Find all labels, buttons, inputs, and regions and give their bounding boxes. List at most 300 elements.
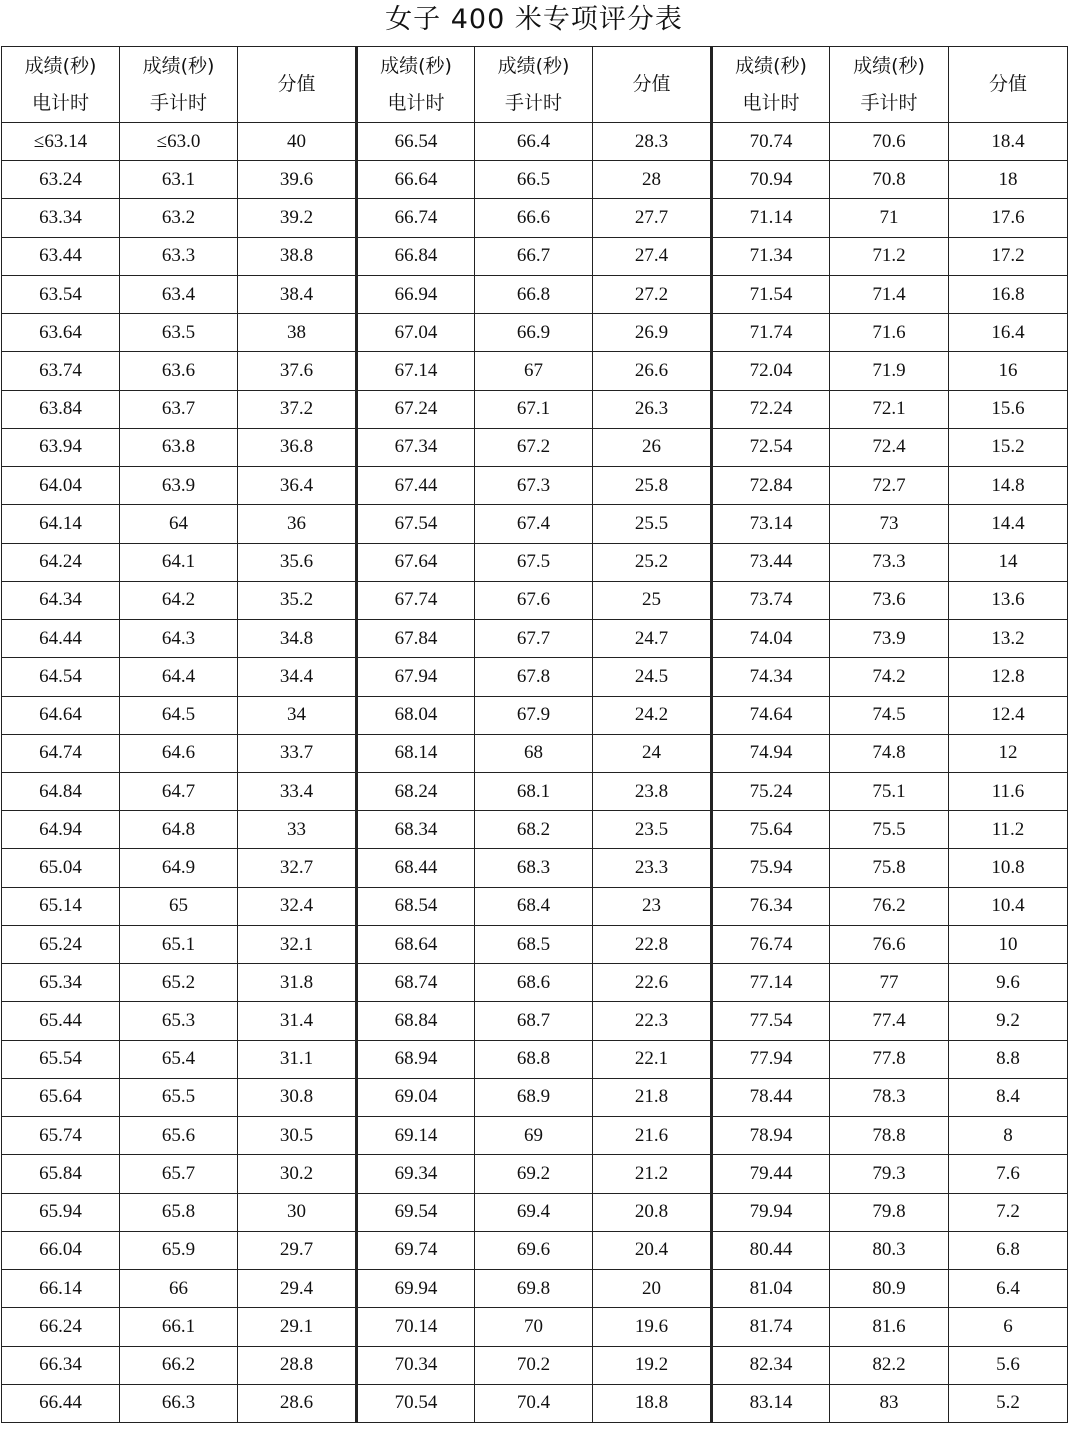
electronic-time-cell: 70.54 — [357, 1384, 475, 1422]
manual-time-cell: 67.1 — [475, 390, 593, 428]
electronic-time-cell: 64.34 — [2, 581, 120, 619]
manual-time-cell: 77.8 — [830, 1040, 949, 1078]
score-cell: 14 — [949, 543, 1068, 581]
electronic-time-cell: 71.34 — [712, 237, 830, 275]
electronic-time-cell: 78.94 — [712, 1117, 830, 1155]
manual-time-cell: 64.3 — [120, 620, 238, 658]
score-cell: 19.6 — [593, 1308, 712, 1346]
electronic-time-cell: 67.04 — [357, 314, 475, 352]
header-score: 分值 — [949, 47, 1068, 123]
score-cell: 21.8 — [593, 1078, 712, 1116]
score-cell: 28 — [593, 161, 712, 199]
electronic-time-cell: 71.54 — [712, 275, 830, 313]
manual-time-cell: 67.7 — [475, 620, 593, 658]
score-cell: 36 — [238, 505, 357, 543]
manual-time-cell: 71.4 — [830, 275, 949, 313]
electronic-time-cell: 76.34 — [712, 887, 830, 925]
score-cell: 11.2 — [949, 811, 1068, 849]
score-cell: 34.4 — [238, 658, 357, 696]
manual-time-cell: 68.1 — [475, 772, 593, 810]
electronic-time-cell: 64.04 — [2, 467, 120, 505]
manual-time-cell: 82.2 — [830, 1346, 949, 1384]
electronic-time-cell: 65.04 — [2, 849, 120, 887]
electronic-time-cell: 68.84 — [357, 1002, 475, 1040]
electronic-time-cell: 67.94 — [357, 658, 475, 696]
manual-time-cell: 67.2 — [475, 428, 593, 466]
score-cell: 35.6 — [238, 543, 357, 581]
table-row — [2, 696, 1068, 734]
score-cell: 10.8 — [949, 849, 1068, 887]
table-row — [2, 1155, 1068, 1193]
score-cell: 26.9 — [593, 314, 712, 352]
score-cell: 39.2 — [238, 199, 357, 237]
score-cell: 24.5 — [593, 658, 712, 696]
header-manual-time: 成绩(秒) 手计时 — [830, 47, 949, 123]
score-cell: 23.5 — [593, 811, 712, 849]
score-cell: 11.6 — [949, 772, 1068, 810]
table-row — [2, 543, 1068, 581]
score-table — [1, 46, 1068, 1423]
electronic-time-cell: 74.04 — [712, 620, 830, 658]
score-cell: 34 — [238, 696, 357, 734]
manual-time-cell: 78.3 — [830, 1078, 949, 1116]
electronic-time-cell: 64.14 — [2, 505, 120, 543]
electronic-time-cell: 66.84 — [357, 237, 475, 275]
header-row — [2, 47, 1068, 123]
score-cell: 6.4 — [949, 1270, 1068, 1308]
table-row — [2, 1078, 1068, 1116]
table-row — [2, 123, 1068, 161]
electronic-time-cell: 65.94 — [2, 1193, 120, 1231]
manual-time-cell: 69.6 — [475, 1231, 593, 1269]
manual-time-cell: 77 — [830, 964, 949, 1002]
electronic-time-cell: 63.54 — [2, 275, 120, 313]
manual-time-cell: 71.9 — [830, 352, 949, 390]
score-cell: 25.8 — [593, 467, 712, 505]
electronic-time-cell: 67.44 — [357, 467, 475, 505]
score-cell: 32.4 — [238, 887, 357, 925]
electronic-time-cell: 63.34 — [2, 199, 120, 237]
manual-time-cell: 68.2 — [475, 811, 593, 849]
manual-time-cell: 76.2 — [830, 887, 949, 925]
manual-time-cell: 67.5 — [475, 543, 593, 581]
electronic-time-cell: 81.04 — [712, 1270, 830, 1308]
manual-time-cell: 67.4 — [475, 505, 593, 543]
electronic-time-cell: 83.14 — [712, 1384, 830, 1422]
manual-time-cell: 66.1 — [120, 1308, 238, 1346]
score-cell: 26.6 — [593, 352, 712, 390]
score-cell: 13.2 — [949, 620, 1068, 658]
electronic-time-cell: 74.64 — [712, 696, 830, 734]
electronic-time-cell: 69.04 — [357, 1078, 475, 1116]
manual-time-cell: 64.1 — [120, 543, 238, 581]
score-cell: 29.4 — [238, 1270, 357, 1308]
manual-time-cell: 63.4 — [120, 275, 238, 313]
score-cell: 31.4 — [238, 1002, 357, 1040]
manual-time-cell: 65.3 — [120, 1002, 238, 1040]
score-cell: 36.4 — [238, 467, 357, 505]
electronic-time-cell: 72.84 — [712, 467, 830, 505]
score-cell: 30 — [238, 1193, 357, 1231]
electronic-time-cell: 65.54 — [2, 1040, 120, 1078]
electronic-time-cell: 68.24 — [357, 772, 475, 810]
manual-time-cell: 78.8 — [830, 1117, 949, 1155]
score-cell: 12.4 — [949, 696, 1068, 734]
score-cell: 36.8 — [238, 428, 357, 466]
manual-time-cell: 64.8 — [120, 811, 238, 849]
electronic-time-cell: 66.64 — [357, 161, 475, 199]
score-cell: 16.8 — [949, 275, 1068, 313]
manual-time-cell: 64.2 — [120, 581, 238, 619]
manual-time-cell: 83 — [830, 1384, 949, 1422]
manual-time-cell: 68.3 — [475, 849, 593, 887]
manual-time-cell: 74.5 — [830, 696, 949, 734]
manual-time-cell: 68.4 — [475, 887, 593, 925]
electronic-time-cell: 66.14 — [2, 1270, 120, 1308]
score-cell: 20.4 — [593, 1231, 712, 1269]
manual-time-cell: 65.9 — [120, 1231, 238, 1269]
electronic-time-cell: 67.14 — [357, 352, 475, 390]
table-row — [2, 314, 1068, 352]
table-row — [2, 1308, 1068, 1346]
score-cell: 20 — [593, 1270, 712, 1308]
score-cell: 23.3 — [593, 849, 712, 887]
manual-time-cell: 70.8 — [830, 161, 949, 199]
table-body — [2, 123, 1068, 1423]
electronic-time-cell: 63.84 — [2, 390, 120, 428]
electronic-time-cell: 64.44 — [2, 620, 120, 658]
electronic-time-cell: 79.94 — [712, 1193, 830, 1231]
score-cell: 15.2 — [949, 428, 1068, 466]
manual-time-cell: 65.1 — [120, 925, 238, 963]
manual-time-cell: 72.1 — [830, 390, 949, 428]
electronic-time-cell: 81.74 — [712, 1308, 830, 1346]
electronic-time-cell: 68.54 — [357, 887, 475, 925]
table-row — [2, 505, 1068, 543]
manual-time-cell: 69.2 — [475, 1155, 593, 1193]
score-cell: 28.6 — [238, 1384, 357, 1422]
manual-time-cell: 66.9 — [475, 314, 593, 352]
electronic-time-cell: 78.44 — [712, 1078, 830, 1116]
table-row — [2, 1270, 1068, 1308]
table-row — [2, 772, 1068, 810]
header-score: 分值 — [238, 47, 357, 123]
score-cell: 30.2 — [238, 1155, 357, 1193]
manual-time-cell: 68.7 — [475, 1002, 593, 1040]
score-cell: 22.6 — [593, 964, 712, 1002]
score-cell: 6 — [949, 1308, 1068, 1346]
score-cell: 23 — [593, 887, 712, 925]
electronic-time-cell: 69.54 — [357, 1193, 475, 1231]
score-cell: 27.7 — [593, 199, 712, 237]
electronic-time-cell: 82.34 — [712, 1346, 830, 1384]
electronic-time-cell: ≤63.14 — [2, 123, 120, 161]
electronic-time-cell: 71.14 — [712, 199, 830, 237]
table-row — [2, 1231, 1068, 1269]
score-cell: 33.4 — [238, 772, 357, 810]
electronic-time-cell: 75.24 — [712, 772, 830, 810]
manual-time-cell: 69.8 — [475, 1270, 593, 1308]
table-row — [2, 925, 1068, 963]
manual-time-cell: 63.9 — [120, 467, 238, 505]
electronic-time-cell: 69.14 — [357, 1117, 475, 1155]
electronic-time-cell: 79.44 — [712, 1155, 830, 1193]
table-row — [2, 887, 1068, 925]
electronic-time-cell: 64.54 — [2, 658, 120, 696]
manual-time-cell: 65.5 — [120, 1078, 238, 1116]
manual-time-cell: 75.1 — [830, 772, 949, 810]
manual-time-cell: 72.4 — [830, 428, 949, 466]
score-cell: 21.2 — [593, 1155, 712, 1193]
score-cell: 31.1 — [238, 1040, 357, 1078]
electronic-time-cell: 68.64 — [357, 925, 475, 963]
score-cell: 18.8 — [593, 1384, 712, 1422]
score-cell: 34.8 — [238, 620, 357, 658]
table-row — [2, 1002, 1068, 1040]
electronic-time-cell: 68.04 — [357, 696, 475, 734]
manual-time-cell: 74.8 — [830, 734, 949, 772]
manual-time-cell: 68.6 — [475, 964, 593, 1002]
header-electronic-time: 成绩(秒) 电计时 — [357, 47, 475, 123]
manual-time-cell: 69 — [475, 1117, 593, 1155]
electronic-time-cell: 66.94 — [357, 275, 475, 313]
manual-time-cell: 75.5 — [830, 811, 949, 849]
electronic-time-cell: 64.64 — [2, 696, 120, 734]
table-row — [2, 734, 1068, 772]
electronic-time-cell: 64.74 — [2, 734, 120, 772]
score-cell: 19.2 — [593, 1346, 712, 1384]
electronic-time-cell: 65.44 — [2, 1002, 120, 1040]
electronic-time-cell: 72.04 — [712, 352, 830, 390]
manual-time-cell: 81.6 — [830, 1308, 949, 1346]
electronic-time-cell: 63.24 — [2, 161, 120, 199]
score-cell: 20.8 — [593, 1193, 712, 1231]
score-cell: 24.7 — [593, 620, 712, 658]
score-cell: 39.6 — [238, 161, 357, 199]
table-row — [2, 390, 1068, 428]
table-row — [2, 811, 1068, 849]
score-cell: 16.4 — [949, 314, 1068, 352]
manual-time-cell: 65.6 — [120, 1117, 238, 1155]
score-cell: 10 — [949, 925, 1068, 963]
electronic-time-cell: 67.84 — [357, 620, 475, 658]
manual-time-cell: 76.6 — [830, 925, 949, 963]
score-cell: 14.8 — [949, 467, 1068, 505]
manual-time-cell: 74.2 — [830, 658, 949, 696]
manual-time-cell: 66.3 — [120, 1384, 238, 1422]
score-cell: 25.2 — [593, 543, 712, 581]
manual-time-cell: 64 — [120, 505, 238, 543]
score-cell: 30.8 — [238, 1078, 357, 1116]
electronic-time-cell: 69.34 — [357, 1155, 475, 1193]
electronic-time-cell: 68.14 — [357, 734, 475, 772]
manual-time-cell: 80.3 — [830, 1231, 949, 1269]
electronic-time-cell: 68.44 — [357, 849, 475, 887]
score-cell: 8.8 — [949, 1040, 1068, 1078]
score-cell: 31.8 — [238, 964, 357, 1002]
score-cell: 37.6 — [238, 352, 357, 390]
manual-time-cell: 67.6 — [475, 581, 593, 619]
electronic-time-cell: 65.74 — [2, 1117, 120, 1155]
score-cell: 8 — [949, 1117, 1068, 1155]
electronic-time-cell: 63.64 — [2, 314, 120, 352]
electronic-time-cell: 73.44 — [712, 543, 830, 581]
manual-time-cell: 73 — [830, 505, 949, 543]
electronic-time-cell: 70.74 — [712, 123, 830, 161]
manual-time-cell: 64.6 — [120, 734, 238, 772]
score-cell: 5.2 — [949, 1384, 1068, 1422]
electronic-time-cell: 65.64 — [2, 1078, 120, 1116]
score-cell: 13.6 — [949, 581, 1068, 619]
electronic-time-cell: 70.34 — [357, 1346, 475, 1384]
electronic-time-cell: 68.74 — [357, 964, 475, 1002]
manual-time-cell: 70 — [475, 1308, 593, 1346]
table-row — [2, 1040, 1068, 1078]
score-cell: 25 — [593, 581, 712, 619]
score-cell: 6.8 — [949, 1231, 1068, 1269]
electronic-time-cell: 63.94 — [2, 428, 120, 466]
table-row — [2, 1346, 1068, 1384]
electronic-time-cell: 65.14 — [2, 887, 120, 925]
score-cell: 17.2 — [949, 237, 1068, 275]
header-score: 分值 — [593, 47, 712, 123]
manual-time-cell: 65 — [120, 887, 238, 925]
score-cell: 40 — [238, 123, 357, 161]
table-row — [2, 658, 1068, 696]
score-cell: 23.8 — [593, 772, 712, 810]
manual-time-cell: 66.7 — [475, 237, 593, 275]
manual-time-cell: ≤63.0 — [120, 123, 238, 161]
score-cell: 25.5 — [593, 505, 712, 543]
table-row — [2, 1193, 1068, 1231]
table-row — [2, 620, 1068, 658]
score-cell: 8.4 — [949, 1078, 1068, 1116]
score-cell: 17.6 — [949, 199, 1068, 237]
manual-time-cell: 66.6 — [475, 199, 593, 237]
table-row — [2, 199, 1068, 237]
electronic-time-cell: 63.74 — [2, 352, 120, 390]
manual-time-cell: 64.5 — [120, 696, 238, 734]
electronic-time-cell: 66.44 — [2, 1384, 120, 1422]
manual-time-cell: 73.9 — [830, 620, 949, 658]
score-cell: 38.8 — [238, 237, 357, 275]
score-cell: 9.2 — [949, 1002, 1068, 1040]
score-cell: 7.2 — [949, 1193, 1068, 1231]
score-cell: 26 — [593, 428, 712, 466]
manual-time-cell: 70.6 — [830, 123, 949, 161]
manual-time-cell: 63.6 — [120, 352, 238, 390]
manual-time-cell: 67 — [475, 352, 593, 390]
electronic-time-cell: 70.94 — [712, 161, 830, 199]
manual-time-cell: 63.7 — [120, 390, 238, 428]
electronic-time-cell: 72.54 — [712, 428, 830, 466]
manual-time-cell: 68 — [475, 734, 593, 772]
manual-time-cell: 68.9 — [475, 1078, 593, 1116]
manual-time-cell: 70.4 — [475, 1384, 593, 1422]
score-cell: 29.7 — [238, 1231, 357, 1269]
electronic-time-cell: 80.44 — [712, 1231, 830, 1269]
table-row — [2, 1117, 1068, 1155]
electronic-time-cell: 76.74 — [712, 925, 830, 963]
score-cell: 33 — [238, 811, 357, 849]
score-cell: 38 — [238, 314, 357, 352]
electronic-time-cell: 64.24 — [2, 543, 120, 581]
score-cell: 24 — [593, 734, 712, 772]
manual-time-cell: 67.3 — [475, 467, 593, 505]
electronic-time-cell: 73.74 — [712, 581, 830, 619]
electronic-time-cell: 66.24 — [2, 1308, 120, 1346]
electronic-time-cell: 69.94 — [357, 1270, 475, 1308]
score-cell: 16 — [949, 352, 1068, 390]
score-cell: 15.6 — [949, 390, 1068, 428]
manual-time-cell: 68.5 — [475, 925, 593, 963]
manual-time-cell: 63.5 — [120, 314, 238, 352]
manual-time-cell: 80.9 — [830, 1270, 949, 1308]
score-cell: 29.1 — [238, 1308, 357, 1346]
score-cell: 22.8 — [593, 925, 712, 963]
header-manual-time: 成绩(秒) 手计时 — [120, 47, 238, 123]
manual-time-cell: 67.9 — [475, 696, 593, 734]
score-cell: 35.2 — [238, 581, 357, 619]
manual-time-cell: 77.4 — [830, 1002, 949, 1040]
table-row — [2, 1384, 1068, 1422]
score-cell: 7.6 — [949, 1155, 1068, 1193]
electronic-time-cell: 66.04 — [2, 1231, 120, 1269]
electronic-time-cell: 72.24 — [712, 390, 830, 428]
score-cell: 38.4 — [238, 275, 357, 313]
electronic-time-cell: 73.14 — [712, 505, 830, 543]
electronic-time-cell: 77.54 — [712, 1002, 830, 1040]
score-cell: 27.4 — [593, 237, 712, 275]
score-cell: 18 — [949, 161, 1068, 199]
manual-time-cell: 65.7 — [120, 1155, 238, 1193]
electronic-time-cell: 77.14 — [712, 964, 830, 1002]
manual-time-cell: 65.2 — [120, 964, 238, 1002]
score-cell: 28.3 — [593, 123, 712, 161]
score-cell: 21.6 — [593, 1117, 712, 1155]
manual-time-cell: 70.2 — [475, 1346, 593, 1384]
manual-time-cell: 65.4 — [120, 1040, 238, 1078]
electronic-time-cell: 74.34 — [712, 658, 830, 696]
manual-time-cell: 71.2 — [830, 237, 949, 275]
electronic-time-cell: 64.84 — [2, 772, 120, 810]
electronic-time-cell: 65.34 — [2, 964, 120, 1002]
manual-time-cell: 68.8 — [475, 1040, 593, 1078]
score-cell: 12 — [949, 734, 1068, 772]
electronic-time-cell: 69.74 — [357, 1231, 475, 1269]
manual-time-cell: 79.3 — [830, 1155, 949, 1193]
manual-time-cell: 72.7 — [830, 467, 949, 505]
electronic-time-cell: 67.34 — [357, 428, 475, 466]
electronic-time-cell: 64.94 — [2, 811, 120, 849]
electronic-time-cell: 65.24 — [2, 925, 120, 963]
electronic-time-cell: 67.74 — [357, 581, 475, 619]
electronic-time-cell: 68.94 — [357, 1040, 475, 1078]
manual-time-cell: 79.8 — [830, 1193, 949, 1231]
score-cell: 12.8 — [949, 658, 1068, 696]
manual-time-cell: 63.2 — [120, 199, 238, 237]
score-cell: 5.6 — [949, 1346, 1068, 1384]
electronic-time-cell: 67.24 — [357, 390, 475, 428]
electronic-time-cell: 74.94 — [712, 734, 830, 772]
manual-time-cell: 66.8 — [475, 275, 593, 313]
table-row — [2, 849, 1068, 887]
table-row — [2, 237, 1068, 275]
manual-time-cell: 66 — [120, 1270, 238, 1308]
electronic-time-cell: 75.64 — [712, 811, 830, 849]
table-row — [2, 352, 1068, 390]
score-cell: 18.4 — [949, 123, 1068, 161]
